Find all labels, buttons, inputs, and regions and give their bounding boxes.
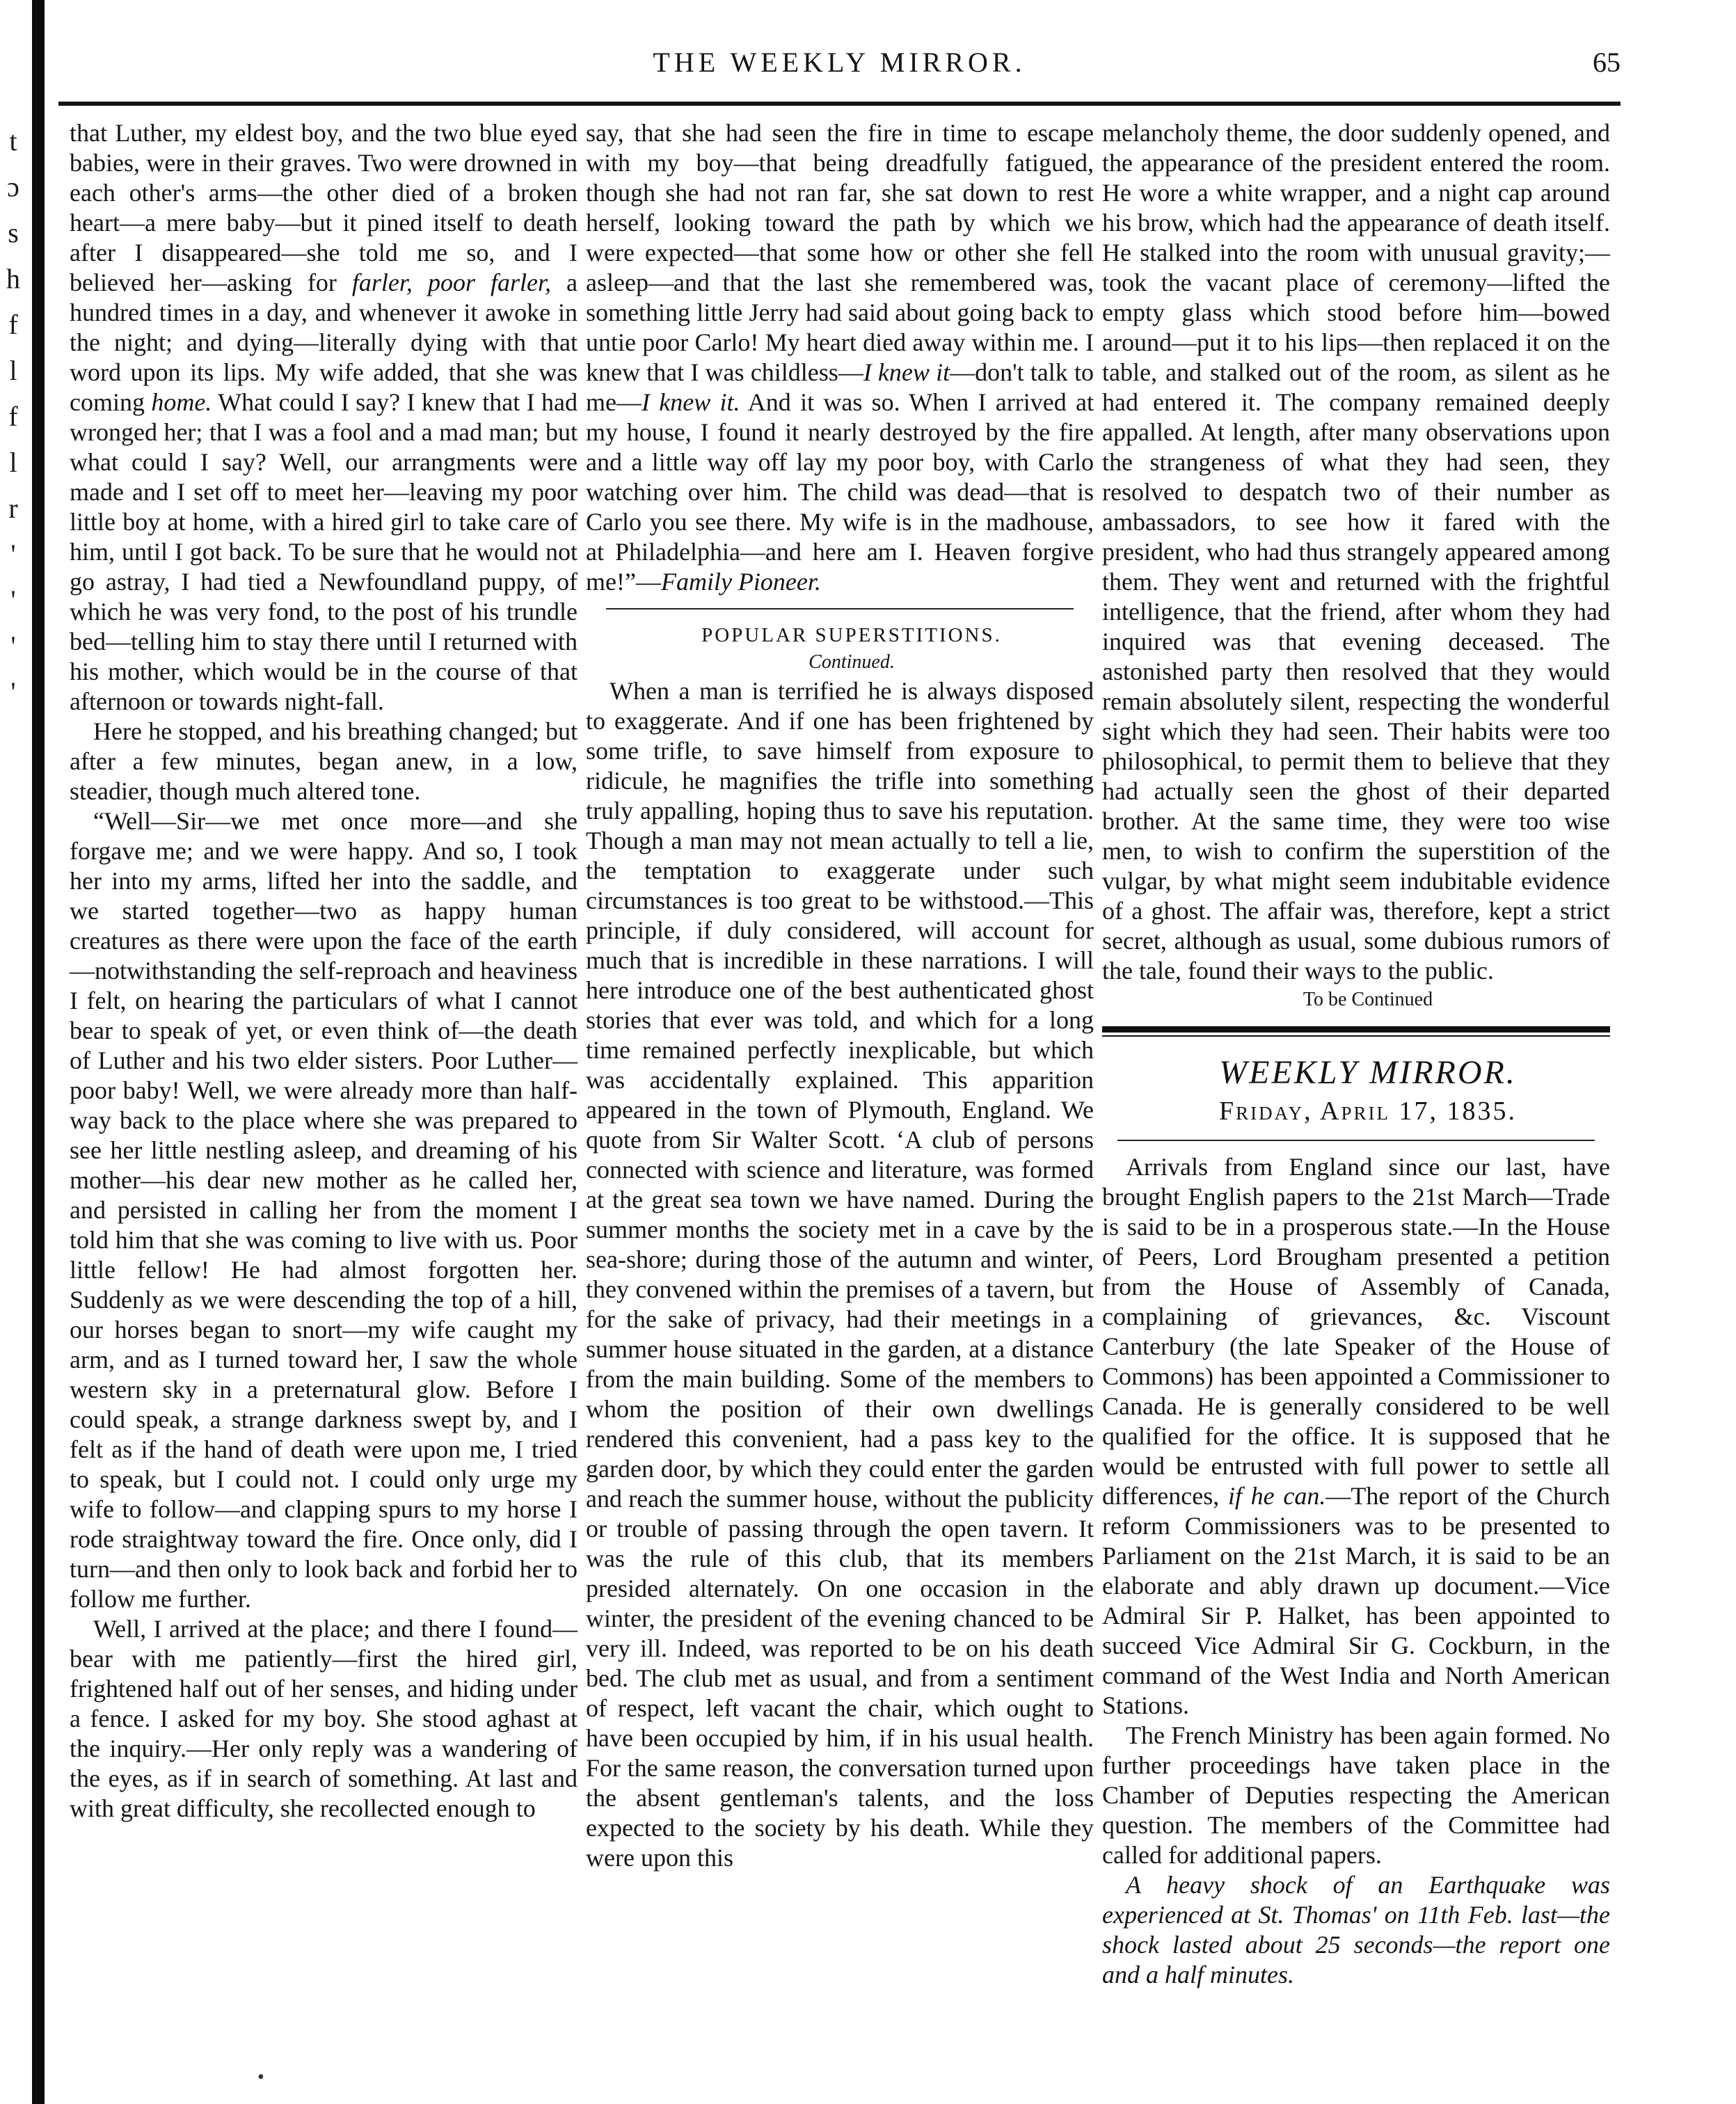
column-1 (70, 118, 578, 1824)
to-be-continued: To be Continued (1303, 989, 1433, 1010)
masthead-divider (1117, 1140, 1595, 1141)
page-binding-edge (32, 0, 45, 2104)
story-paragraph: Well, I arrived at the place; and there I found—bear with me patiently—first the hired girl, frightened half out of her senses, and hiding under a fence. I asked for my boy. She stood aghast at the inquiry.—Her only reply was a wandering of the eyes, as if in search of something. At last and with great difficulty, she recollected enough to (70, 1615, 578, 1822)
masthead-title: WEEKLY MIRROR. (1219, 1054, 1517, 1091)
section-divider (606, 608, 1074, 609)
margin-fragment: ' (10, 539, 16, 570)
masthead-date: Friday, April 17, 1835. (1218, 1097, 1517, 1126)
margin-fragment: ɔ (7, 171, 19, 202)
section-subheading: Continued. (809, 651, 895, 673)
news-paragraph: The French Ministry has been again formed. No further proceedings have taken place in the Chamber of Deputies respecting the American question. The members of the Committee had called for additional papers. (1102, 1721, 1610, 1869)
margin-fragment: l (9, 447, 17, 478)
page-number: 65 (1593, 47, 1620, 78)
column-3 (1102, 118, 1610, 1990)
margin-fragment: s (8, 217, 19, 248)
running-title: THE WEEKLY MIRROR. (653, 47, 1026, 78)
margin-fragment: r (8, 493, 18, 524)
column-2 (586, 118, 1094, 1873)
story-source: Family Pioneer. (660, 568, 821, 596)
margin-fragments (3, 118, 24, 715)
margin-fragment: ' (10, 584, 16, 616)
header-rule (58, 102, 1620, 106)
story-paragraph: say, that she had seen the fire in time to escape with my boy—that being dreadfully fatigued, though she had not ran far, she sat down to rest herself, looking toward the path by which we were expected—that some how or other she fell asleep—and that the last she remembered was, something little Jerry had said about going back to untie poor Carlo! My heart died away within me. I knew that I was childless—I knew it—don't talk to me—I knew it. And it was so. When I arrived at my house, I found it nearly destroyed by the fire and a little way off lay my poor boy, with Carlo watching over him. The child was dead—that is Carlo you see there. My wife is in the madhouse, at Philadelphia—and here am I. Heaven forgive me!”—Family Pioneer. (586, 119, 1094, 596)
margin-fragment: l (9, 355, 17, 386)
margin-fragment: h (6, 263, 20, 294)
margin-fragment: f (8, 309, 18, 340)
margin-fragment: ' (10, 630, 16, 662)
masthead-rule (1102, 1026, 1610, 1037)
margin-fragment: t (9, 125, 17, 157)
story-paragraph: Here he stopped, and his breathing changed; but after a few minutes, began anew, in a low, steadier, though much altered tone. (70, 717, 578, 805)
news-paragraph: Arrivals from England since our last, have brought English papers to the 21st March—Trade is said to be in a prosperous state.—In the House of Peers, Lord Brougham presented a petition from the House of Assembly of Canada, complaining of grievances, &c. Viscount Canterbury (the late Speaker of the House of Commons) has been appointed a Commissioner to Canada. He is generally considered to be well qualified for the office. It is supposed that he would be entrusted with full power to settle all differences, if he can.—The report of the Church reform Commissioners was to be presented to Parliament on the 21st March, it is said to be an elaborate and ably drawn up document.—Vice Admiral Sir P. Halket, has been appointed to succeed Vice Admiral Sir G. Cockburn, in the command of the West India and North American Stations. (1102, 1153, 1611, 1719)
margin-fragment: f (8, 401, 18, 432)
section-heading: POPULAR SUPERSTITIONS. (701, 624, 1002, 646)
news-paragraph: A heavy shock of an Earthquake was experienced at St. Thomas' on 11th Feb. last—the shock lasted about 25 seconds—the report one and a half minutes. (1102, 1871, 1610, 1989)
footer-mark: • (257, 2066, 264, 2088)
story-paragraph: that Luther, my eldest boy, and the two blue eyed babies, were in their graves. Two were drowned in each other's arms—the other died of a broken heart—a mere baby—but it pined itself to death after I disappeared—she told me so, and I believed her—asking for farler, poor farler, a hundred times in a day, and whenever it awoke in the night; and dying—literally dying with that word upon its lips. My wife added, that she was coming home. What could I say? I knew that I had wronged her; that I was a fool and a mad man; but what could I say? Well, our arrangments were made and I set off to meet her—leaving my poor little boy at home, with a hired girl to take care of him, until I got back. To be sure that he would not go astray, I had tied a Newfoundland puppy, of which he was very fond, to the post of his trundle bed—telling him to stay there until I returned with his mother, which would be in the course of that afternoon or towards night-fall. (70, 119, 578, 715)
article-paragraph: When a man is terrified he is always disposed to exaggerate. And if one has been frightened by some trifle, to save himself from exposure to ridicule, he magnifies the trifle into something truly appalling, hoping thus to save his reputation. Though a man may not mean actually to tell a lie, the temptation to exaggerate under such circumstances is too great to be withstood.—This principle, if duly considered, will account for much that is incredible in these narrations. I will here introduce one of the best authenticated ghost stories that ever was told, and which for a long time remained perfectly inexplicable, but which was accidentally explained. This apparition appeared in the town of Plymouth, England. We quote from Sir Walter Scott. ‘A club of persons connected with science and literature, was formed at the great sea town we have named. During the summer months the society met in a cave by the sea-shore; during those of the autumn and winter, they convened within the premises of a tavern, but for the sake of privacy, had their meetings in a summer house situated in the garden, at a distance from the main building. Some of the members to whom the position of their own dwellings rendered this convenient, had a pass key to the garden door, by which they could enter the garden and reach the summer house, without the publicity or trouble of passing through the open tavern. It was the rule of this club, that its members presided alternately. On one occasion in the winter, the president of the evening chanced to be very ill. Indeed, was reported to be on his death bed. The club met as usual, and from a sentiment of respect, left vacant the chair, which ought to have been occupied by him, if in his usual health. For the same reason, the conversation turned upon the absent gentleman's talents, and the loss expected to the society by his death. While they were upon this (586, 677, 1094, 1872)
page-header (58, 42, 1620, 83)
story-paragraph: “Well—Sir—we met once more—and she forgave me; and we were happy. And so, I took her into my arms, lifted her into the saddle, and we started together—two as happy human creatures as there were upon the face of the earth—notwithstanding the self-reproach and heaviness I felt, on hearing the particulars of what I cannot bear to speak of yet, or even think of—the death of Luther and his two elder sisters. Poor Luther—poor baby! Well, we were already more than half-way back to the place where she was prepared to see her little nestling asleep, and dreaming of his mother—his dear new mother as he called her, and persisted in calling her from the moment I told him that she was coming to live with us. Poor little fellow! He had almost forgotten her. Suddenly as we were descending the top of a hill, our horses began to snort—my wife caught my arm, and as I turned toward her, I saw the whole western sky in a preternatural glow. Before I could speak, a strange darkness swept by, and I felt as if the hand of death were upon me, I tried to speak, but I could not. I could only urge my wife to follow—and clapping spurs to my horse I rode straightway toward the fire. Once only, did I turn—and then only to look back and forbid her to follow me further. (70, 807, 578, 1613)
article-paragraph: melancholy theme, the door suddenly opened, and the appearance of the president entered the room. He wore a white wrapper, and a night cap around his brow, which had the appearance of death itself. He stalked into the room with unusual gravity;—took the vacant place of ceremony—lifted the empty glass which stood before him—bowed around—put it to his lips—then replaced it on the table, and stalked out of the room, as silent as he had entered it. The company remained deeply appalled. At length, after many observations upon the strangeness of what they had seen, they resolved to despatch two of their number as ambassadors, to see how it fared with the president, who had thus strangely appeared among them. They went and returned with the frightful intelligence, that the friend, after whom they had inquired was that evening deceased. The astonished party then resolved that they would remain absolutely silent, respecting the wonderful sight which they had seen. Their habits were too philosophical, to permit them to believe that they had actually seen the ghost of their departed brother. At the same time, they were too wise men, to wish to confirm the superstition of the vulgar, by what might seem indubitable evidence of a ghost. The affair was, therefore, kept a strict secret, although as usual, some dubious rumors of the tale, found their ways to the public. (1102, 119, 1610, 985)
margin-fragment: ' (10, 676, 16, 708)
